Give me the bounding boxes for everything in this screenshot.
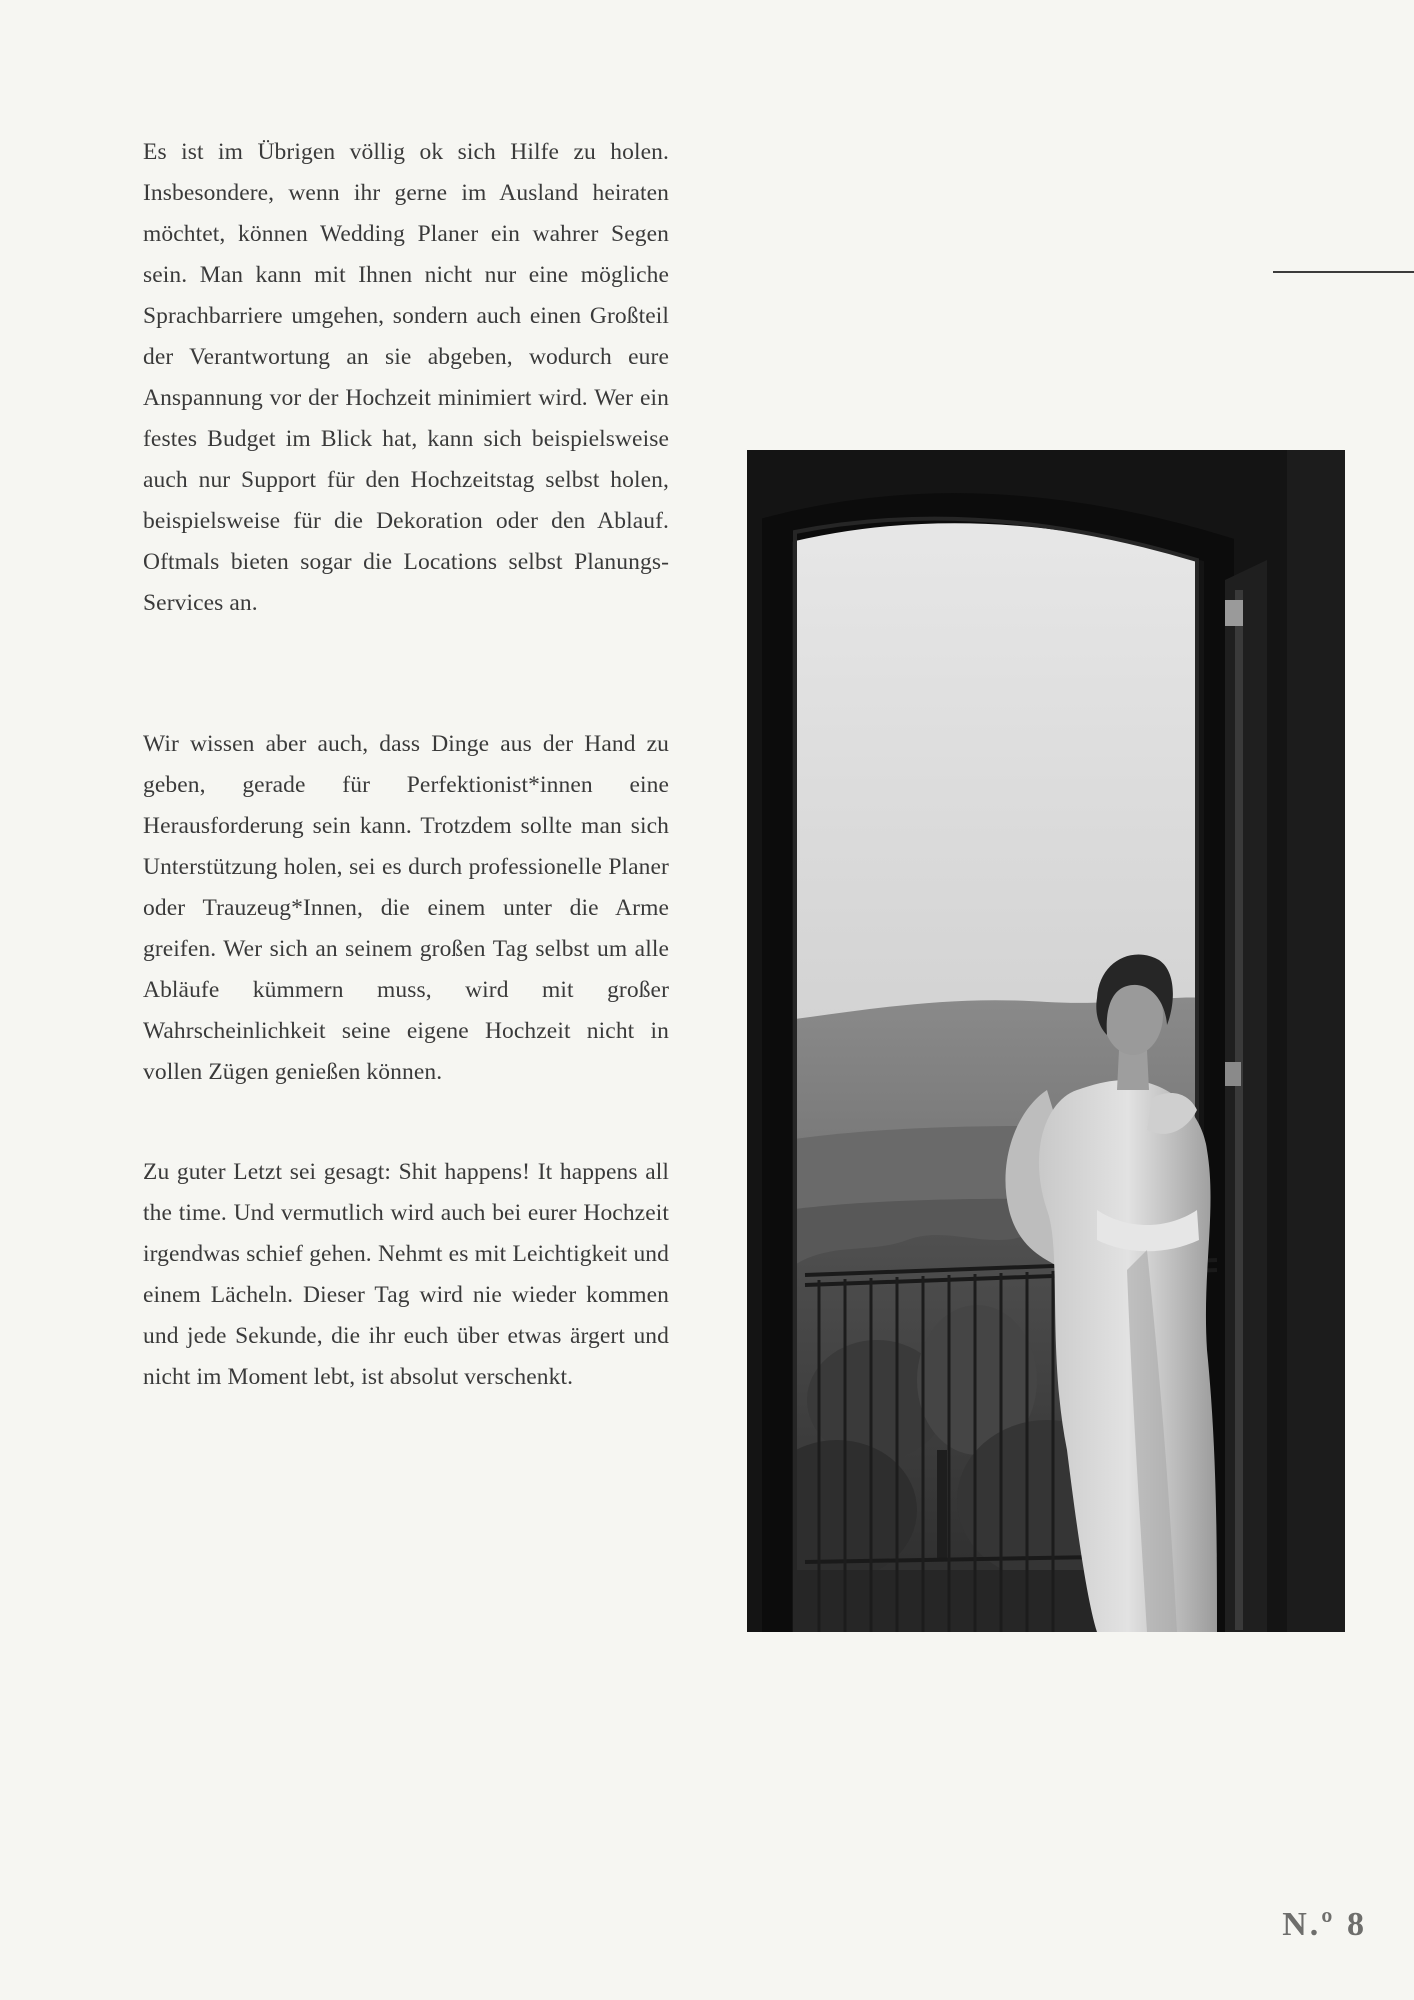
article-paragraph-2: Wir wissen aber auch, dass Dinge aus der Hand zu geben, gerade für Perfektionist*innen eine Herausforderung sein kann. Trotzdem sollte man sich Unterstützung holen, sei es durch professionelle Planer oder Trauzeug*Innen, die einem unter die Arme greifen. Wer sich an seinem großen Tag selbst um alle Abläufe kümmern muss, wird mit großer Wahrscheinlichkeit seine eigene Hochzeit nicht in vollen Zügen genießen können. xyxy=(143,731,669,1085)
bride-balcony-photo xyxy=(747,450,1345,1632)
article-paragraph-3: Zu guter Letzt sei gesagt: Shit happens! It happens all the time. Und vermutlich wird auch bei eurer Hochzeit irgendwas schief gehen. Nehmt es mit Leichtigkeit und einem Lächeln. Dieser Tag wird nie wieder kommen und jede Sekunde, die ihr euch über etwas ärgert und nicht im Moment lebt, ist absolut verschenkt. xyxy=(143,1159,669,1390)
decorative-rule xyxy=(1273,271,1414,273)
page-number: N.º 8 xyxy=(1282,1906,1367,1943)
article-paragraph-1: Es ist im Übrigen völlig ok sich Hilfe zu holen. Insbesondere, wenn ihr gerne im Ausland heiraten möchtet, können Wedding Planer ein wahrer Segen sein. Man kann mit Ihnen nicht nur eine mögliche Sprachbarriere umgehen, sondern auch einen Großteil der Verantwortung an sie abgeben, wodurch eure Anspannung vor der Hochzeit minimiert wird. Wer ein festes Budget im Blick hat, kann sich beispielsweise auch nur Support für den Hochzeitstag selbst holen, beispielsweise für die Dekoration oder den Ablauf. Oftmals bieten sogar die Locations selbst Planungs-Services an. xyxy=(143,139,669,616)
